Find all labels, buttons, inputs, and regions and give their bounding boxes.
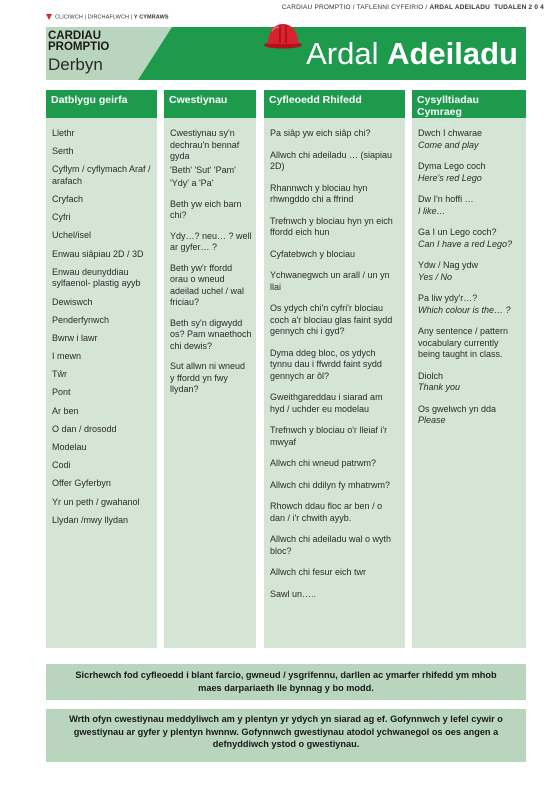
list-item: Yr un peth / gwahanol — [52, 496, 140, 507]
list-item: 'Beth' 'Sut' 'Pam' — [170, 164, 236, 175]
list-item: 'Ydy' a 'Pa' — [170, 178, 214, 188]
page-title-bold: Adeiladu — [387, 36, 518, 71]
list-item: Rhannwch y blociau hyn rhwngddo chi a ffrind — [270, 182, 368, 204]
list-item: Serth — [52, 146, 74, 157]
column-welsh-links-list — [412, 118, 526, 427]
list-item: Cwestiynau sy'n dechrau'n bennaf gyda — [170, 128, 240, 161]
list-item: Dewiswch — [52, 296, 93, 307]
list-item: Allwch chi ddilyn fy mhatrwm? — [270, 479, 391, 490]
phrase-pair — [418, 128, 520, 151]
column-welsh-links — [412, 90, 526, 648]
column-questions-list — [164, 118, 256, 396]
logo-mark-icon — [46, 14, 52, 20]
phrase-welsh: Dwch I chwarae — [418, 128, 483, 138]
page-title — [306, 37, 518, 71]
list-item: Bwrw i lawr — [52, 332, 98, 343]
phrase-pair — [418, 326, 520, 361]
list-item: Enwau siâpiau 2D / 3D — [52, 248, 144, 259]
phrase-english: Can I have a red Lego? — [418, 238, 513, 249]
list-item: Cyfatebwch y blociau — [270, 248, 356, 259]
list-item: Enwau deunyddiau sylfaenol- plastig ayyb — [52, 266, 141, 289]
hard-hat-icon — [262, 21, 304, 49]
list-item: Codi — [52, 460, 71, 471]
column-vocabulary — [46, 90, 157, 648]
column-welsh-links-subtitle: (Cymru / Eng) — [417, 122, 452, 128]
breadcrumb-section: ARDAL ADEILADU — [429, 4, 491, 11]
top-breadcrumb — [282, 4, 544, 11]
column-vocabulary-heading: Datblygu geirfa — [46, 90, 157, 118]
page-label: TUDALEN — [494, 4, 529, 11]
phrase-welsh: Ga I un Lego coch? — [418, 227, 497, 237]
phrase-english: Yes / No — [418, 271, 453, 282]
phrase-english: Thank you — [418, 382, 461, 392]
list-item: Ychwanegwch un arall / un yn llai — [270, 270, 390, 292]
column-vocabulary-list — [46, 118, 157, 526]
list-item: O dan / drosodd — [52, 423, 117, 434]
list-item: Penderfynwch — [52, 314, 110, 325]
column-questions-heading: Cwestiynau — [164, 90, 256, 118]
list-item: Modelau — [52, 442, 87, 452]
list-item: Trefnwch y blociau hyn yn eich ffordd eich hun — [270, 215, 393, 237]
header-line-1: CARDIAU — [48, 30, 102, 42]
phrase-english: Which colour is the… ? — [418, 304, 511, 315]
list-item: Sawl un….. — [270, 588, 317, 599]
list-item: Pa siâp yw eich siâp chi? — [270, 128, 371, 138]
phrase-welsh: Dw I'n hoffi … — [418, 194, 474, 204]
logo-tagline: CLICIWCH | DIRCHAFLWCH | — [55, 14, 134, 21]
list-item: Os ydych chi'n cyfri'r blociau coch a'r blociau glas faint sydd gennych chi i gyd? — [270, 303, 393, 336]
breadcrumb-path: CARDIAU PROMPTIO / TAFLENNI CYFEIRIO / — [281, 4, 430, 11]
phrase-english: Come and play — [418, 139, 479, 150]
header-card-label — [46, 27, 138, 80]
list-item: Allwch chi wneud patrwm? — [270, 458, 377, 468]
list-item: Rhowch ddau floc ar ben / o dan / i'r chwith ayyb. — [270, 501, 383, 523]
page-number: 2 0 4 — [528, 4, 544, 11]
phrase-pair — [418, 161, 520, 184]
list-item: Cryfach — [52, 194, 84, 205]
phrase-welsh: Diolch — [418, 370, 444, 381]
list-item: Uchel/isel — [52, 230, 92, 241]
phrase-english: I like… — [418, 205, 446, 216]
column-numeracy-list — [264, 118, 405, 600]
list-item: Trefnwch y blociau o'r lleiaf i'r mwyaf — [270, 425, 388, 447]
header-line-3: Derbyn — [48, 55, 103, 74]
phrase-pair — [418, 404, 520, 427]
phrase-pair — [418, 227, 520, 250]
list-item: Allwch chi adeiladu wal o wyth bloc? — [270, 534, 392, 556]
phrase-pair — [418, 260, 520, 283]
column-numeracy-heading: Cyfleoedd Rhifedd — [264, 90, 405, 118]
list-item: Ydy…? neu… ? well ar gyfer… ? — [170, 230, 252, 252]
logo-brand: Y CYMRAWS — [133, 14, 169, 21]
page-title-light: Ardal — [306, 36, 388, 71]
phrase-pair — [418, 371, 520, 394]
phrase-english: Here's red Lego — [418, 172, 482, 183]
phrase-welsh: Ydw / Nag ydw — [418, 260, 479, 270]
list-item: Beth sy'n digwydd os? Pam wnaethoch chi dewis? — [170, 317, 252, 351]
column-welsh-links-title: Cysylltiadau Cymraeg — [417, 94, 479, 118]
phrase-welsh: Os gwelwch yn dda — [418, 403, 497, 414]
list-item: Beth yw eich barn chi? — [170, 198, 242, 220]
numeracy-reminder-box: Sicrhewch fod cyfleoedd i blant farcio, gwneud / ysgrifennu, darllen ac ymarfer rhifedd ym mhob maes darpariaeth lle bynnag y bo modd. — [46, 664, 526, 700]
list-item: Allwch chi fesur eich twr — [270, 567, 367, 577]
list-item: Pont — [52, 387, 71, 398]
list-item: Ar ben — [52, 405, 79, 416]
list-item: Cyfri — [52, 212, 71, 223]
list-item: Cyflym / cyflymach Araf / arafach — [52, 164, 151, 186]
list-item: Dyma ddeg bloc, os ydych tynnu dau i ffwrdd faint sydd gennych ar ôl? — [270, 347, 382, 381]
list-item: Llydan /mwy llydan — [52, 514, 129, 525]
phrase-pair — [418, 293, 520, 316]
list-item: Sut allwn ni wneud y ffordd yn fwy llydan? — [170, 361, 246, 394]
list-item: Tŵr — [52, 369, 67, 380]
list-item: Gweithgareddau i siarad am hyd / uchder eu modelau — [270, 392, 383, 414]
column-welsh-links-heading — [412, 90, 526, 128]
phrase-english: Please — [418, 415, 446, 425]
phrase-welsh: Pa liw ydy'r…? — [418, 293, 478, 303]
organisation-logo — [46, 14, 169, 20]
column-numeracy — [264, 90, 405, 648]
list-item: I mewn — [52, 351, 82, 362]
phrase-pair — [418, 194, 520, 217]
phrase-welsh: Dyma Lego coch — [418, 161, 486, 171]
list-item: Allwch chi adeiladu … (siapiau 2D) — [270, 149, 393, 171]
questioning-guidance-box: Wrth ofyn cwestiynau meddyliwch am y plentyn yr ydych yn siarad ag ef. Gofynnwch y lefel cywir o gwestiynau ar gyfer y plentyn hwnnw. Gofynnwch gwestiynau atodol ychwanegol os oes angen a defnyddiwch ystod o gwestiynau. — [46, 709, 526, 762]
header-diagonal — [138, 27, 172, 80]
list-item: Beth yw'r ffordd orau o wneud adeilad uchel / wal friciau? — [170, 262, 245, 307]
phrase-welsh: Any sentence / pattern vocabulary currently being taught in class. — [418, 326, 509, 359]
column-questions — [164, 90, 256, 648]
list-item: Offer Gyferbyn — [52, 478, 111, 489]
header-line-2: PROMPTIO — [48, 41, 110, 53]
list-item: Llethr — [52, 128, 75, 138]
